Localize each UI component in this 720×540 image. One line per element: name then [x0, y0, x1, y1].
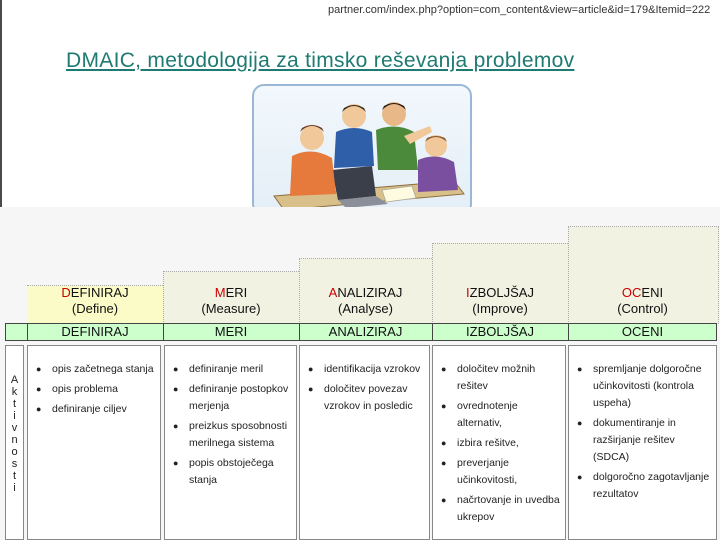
left-border: [0, 0, 2, 212]
step-name-rest: ZBOLJŠAJ: [469, 285, 534, 300]
side-letter: t: [12, 470, 17, 482]
step-english: (Measure): [201, 301, 261, 316]
step-label-measure: [163, 285, 299, 317]
step-name-rest: ERI: [225, 285, 248, 300]
list-item: ● preizkus sposobnosti merilnega sistema: [171, 418, 292, 452]
list-item: ● izbira rešitve,: [439, 435, 561, 452]
step-initial: A: [328, 285, 338, 300]
activities-analyse: [299, 345, 430, 540]
bar-label-measure: MERI: [214, 324, 248, 339]
list-item: ● določitev možnih rešitev: [439, 361, 561, 395]
activities-side-label: [5, 345, 24, 540]
step-name-rest: EFINIRAJ: [70, 285, 129, 300]
activities-measure: [164, 345, 297, 540]
list-item: ● definiranje postopkov merjenja: [171, 381, 292, 415]
step-english: (Control): [617, 301, 668, 316]
list-item: ● identifikacija vzrokov: [306, 361, 425, 378]
side-letter: s: [11, 458, 18, 470]
team-illustration: [252, 84, 472, 216]
list-item: ● opis začetnega stanja: [34, 361, 156, 378]
list-item: ● določitev povezav vzrokov in posledic: [306, 381, 425, 415]
step-label-define: [27, 285, 163, 317]
list-item: ● definiranje meril: [171, 361, 292, 378]
step-initial: D: [61, 285, 71, 300]
activities-define: [27, 345, 161, 540]
activities-improve: [432, 345, 566, 540]
list-item: ● dokumentiranje in razširjanje rešitev (SDCA): [575, 415, 712, 466]
step-initial: OC: [621, 285, 642, 300]
side-letter: i: [13, 410, 16, 422]
list-item: ● popis obstoječega stanja: [171, 455, 292, 489]
source-url[interactable]: partner.com/index.php?option=com_content&view=article&id=179&Itemid=222: [328, 4, 711, 16]
step-name-rest: NALIZIRAJ: [337, 285, 403, 300]
list-item: ● spremljanje dolgoročne učinkovitosti (kontrola uspeha): [575, 361, 712, 412]
step-english: (Improve): [472, 301, 528, 316]
step-english: (Define): [71, 301, 119, 316]
step-initial: I: [466, 285, 470, 300]
side-letter: t: [12, 398, 17, 410]
side-letter: o: [11, 446, 18, 458]
side-letter: n: [11, 434, 18, 446]
bar-label-improve: IZBOLJŠAJ: [466, 324, 534, 339]
side-letter: k: [11, 386, 18, 398]
step-initial: M: [214, 285, 226, 300]
side-letter: v: [11, 422, 18, 434]
list-item: ● preverjanje učinkovitosti,: [439, 455, 561, 489]
step-label-control: [568, 285, 717, 317]
bar-label-control: OCENI: [621, 324, 664, 339]
activities-control: [568, 345, 717, 540]
page-title[interactable]: DMAIC, metodologija za timsko reševanja problemov: [66, 49, 575, 72]
bar-label-analyse: ANALIZIRAJ: [328, 324, 403, 339]
step-name-rest: ENI: [641, 285, 664, 300]
side-letter: A: [10, 374, 19, 386]
bar-label-define: DEFINIRAJ: [61, 324, 129, 339]
step-label-improve: [432, 285, 568, 317]
list-item: ● ovrednotenje alternativ,: [439, 398, 561, 432]
step-english: (Analyse): [338, 301, 393, 316]
list-item: ● opis problema: [34, 381, 156, 398]
step-label-analyse: [299, 285, 432, 317]
list-item: ● dolgoročno zagotavljanje rezultatov: [575, 469, 712, 503]
side-letter: i: [13, 482, 16, 494]
list-item: ● načrtovanje in uvedba ukrepov: [439, 492, 561, 526]
list-item: ● definiranje ciljev: [34, 401, 156, 418]
